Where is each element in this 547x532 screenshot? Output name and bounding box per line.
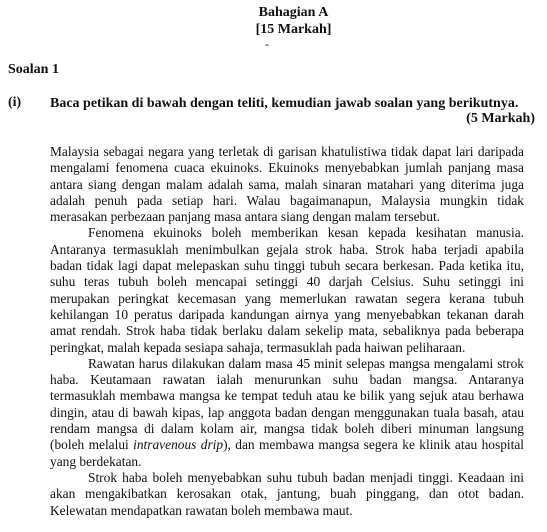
passage-paragraph-1: Malaysia sebagai negara yang terletak di garisan khatulistiwa tidak dapat lari daripada mengalami fenomena cuaca ekuinoks. Ekuinoks menyebabkan jumlah panjang masa antara siang dengan malam adalah sama, malah sinaran matahari yang diterima juga adalah penuh pada setiap hari. Walau bagaimanapun, Malaysia mungkin tidak merasakan perbezaan panjang masa antara siang dengan malam tersebut.: [50, 144, 524, 225]
section-title: Bahagian A: [258, 5, 329, 20]
question-instruction: Baca petikan di bawah dengan teliti, kemudian jawab soalan yang berikutnya.: [50, 96, 519, 111]
reading-passage: [50, 144, 524, 519]
passage-paragraph-2: Fenomena ekuinoks boleh memberikan kesan kepada kesihatan manusia. Antaranya termasuklah menimbulkan gejala strok haba. Strok haba terjadi apabila badan tidak lagi dapat melepaskan suhu tinggi tubuh secara berkesan. Pada ketika itu, suhu teras tubuh boleh mencapai setinggi 40 darjah Celsius. Suhu setinggi ini merupakan peringkat kecemasan yang memerlukan rawatan segera kerana tubuh kehilangan 10 peratus daripada kandungan airnya yang menyebabkan tekanan darah amat rendah. Strok haba tidak berlaku dalam sekelip mata, sebaliknya pada beberapa peringkat, malah kepada sesiapa sahaja, termasuklah pada haiwan peliharaan.: [50, 225, 524, 355]
question-marks: (5 Markah): [466, 111, 535, 126]
dash-mark: -: [265, 37, 269, 51]
question-heading: Soalan 1: [8, 62, 59, 77]
paragraph-3-text-end: ), dan membawa mangsa segera ke klinik atau hospital yang berdekatan.: [50, 437, 524, 469]
passage-paragraph-3: [50, 356, 524, 470]
question-number: (i): [8, 95, 22, 110]
passage-paragraph-4: Strok haba boleh menyebabkan suhu tubuh badan menjadi tinggi. Keadaan ini akan mengakibatkan kerosakan otak, jantung, buah pinggang, dan otot badan. Kelewatan mendapatkan rawatan boleh membawa maut.: [50, 469, 524, 518]
marks-total: [15 Markah]: [255, 22, 332, 37]
section-header: [0, 4, 547, 38]
paragraph-3-italic-term: intravenous drip: [133, 437, 224, 453]
paragraph-3-text-start: Rawatan harus dilakukan dalam masa 45 minit selepas mangsa mengalami strok haba. Keutamaan rawatan ialah menurunkan suhu badan mangsa. Antaranya termasuklah membawa mangsa ke tempat teduh atau ke bilik yang sejuk atau berhawa dingin, atau di bawah kipas, lap anggota badan dengan menggunakan tuala basah, atau rendam mangsa di dalam kolam air, mangsa tidak boleh diberi minuman langsung (boleh melalui: [50, 355, 524, 453]
